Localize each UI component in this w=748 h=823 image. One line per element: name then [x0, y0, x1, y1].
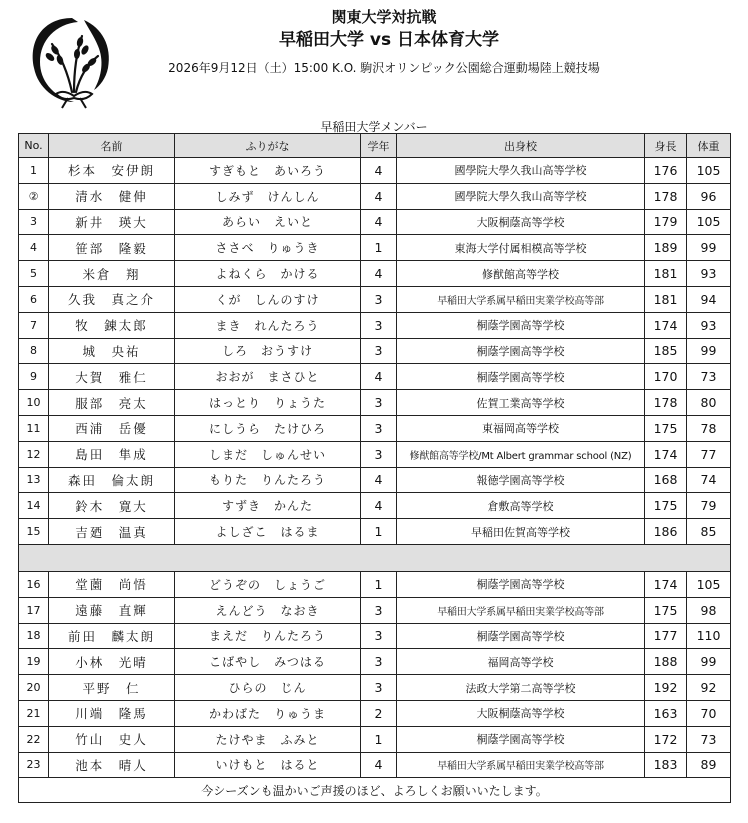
player-school: 桐蔭学園高等学校	[397, 623, 645, 649]
page-header	[0, 6, 748, 78]
player-kana: よねくら かける	[175, 261, 361, 287]
roster-table	[18, 133, 731, 803]
player-school: 修猷館高等学校	[397, 261, 645, 287]
player-kana: どうぞの しょうご	[175, 571, 361, 597]
player-kana: すずき かんた	[175, 493, 361, 519]
player-kana: しろ おうすけ	[175, 338, 361, 364]
player-grade: 3	[361, 390, 397, 416]
player-grade: 4	[361, 364, 397, 390]
table-row	[19, 390, 731, 416]
table-row	[19, 183, 731, 209]
player-weight: 73	[687, 364, 731, 390]
player-height: 174	[645, 441, 687, 467]
table-row	[19, 752, 731, 778]
table-row	[19, 235, 731, 261]
column-header-name: 名前	[49, 134, 175, 158]
table-row	[19, 571, 731, 597]
player-name: 笹部 隆毅	[49, 235, 175, 261]
player-height: 178	[645, 183, 687, 209]
table-row	[19, 441, 731, 467]
table-header-row	[19, 134, 731, 158]
player-name: 牧 錬太郎	[49, 312, 175, 338]
player-weight: 92	[687, 675, 731, 701]
player-number: 7	[19, 312, 49, 338]
table-row	[19, 364, 731, 390]
player-name: 前田 麟太朗	[49, 623, 175, 649]
player-name: 小林 光晴	[49, 649, 175, 675]
player-weight: 99	[687, 235, 731, 261]
competition-title: 関東大学対抗戦	[331, 8, 437, 26]
player-grade: 4	[361, 183, 397, 209]
player-name: 新井 瑛大	[49, 209, 175, 235]
player-school: 東福岡高等学校	[397, 415, 645, 441]
player-grade: 2	[361, 700, 397, 726]
player-grade: 3	[361, 286, 397, 312]
table-row	[19, 415, 731, 441]
player-height: 181	[645, 286, 687, 312]
player-height: 188	[645, 649, 687, 675]
player-number: 1	[19, 158, 49, 184]
player-name: 島田 隼成	[49, 441, 175, 467]
player-grade: 4	[361, 467, 397, 493]
player-height: 181	[645, 261, 687, 287]
player-name: 清水 健伸	[49, 183, 175, 209]
table-row	[19, 261, 731, 287]
player-weight: 70	[687, 700, 731, 726]
player-weight: 74	[687, 467, 731, 493]
player-school: 早稲田佐賀高等学校	[397, 519, 645, 545]
player-grade: 3	[361, 675, 397, 701]
player-kana: まき れんたろう	[175, 312, 361, 338]
player-height: 176	[645, 158, 687, 184]
table-row	[19, 726, 731, 752]
player-weight: 94	[687, 286, 731, 312]
player-weight: 105	[687, 571, 731, 597]
player-name: 大賀 雅仁	[49, 364, 175, 390]
player-weight: 99	[687, 338, 731, 364]
column-header-kana: ふりがな	[175, 134, 361, 158]
player-number: 3	[19, 209, 49, 235]
player-kana: しまだ しゅんせい	[175, 441, 361, 467]
player-weight: 89	[687, 752, 731, 778]
player-weight: 93	[687, 261, 731, 287]
player-name: 米倉 翔	[49, 261, 175, 287]
player-kana: こばやし みつはる	[175, 649, 361, 675]
player-kana: ささべ りゅうき	[175, 235, 361, 261]
player-school: 佐賀工業高等学校	[397, 390, 645, 416]
player-weight: 98	[687, 597, 731, 623]
player-name: 森田 倫太朗	[49, 467, 175, 493]
player-name: 平野 仁	[49, 675, 175, 701]
table-row	[19, 700, 731, 726]
player-height: 179	[645, 209, 687, 235]
player-grade: 4	[361, 158, 397, 184]
player-school: 早稲田大学系属早稲田実業学校高等部	[397, 597, 645, 623]
table-row	[19, 493, 731, 519]
player-name: 久我 真之介	[49, 286, 175, 312]
column-header-no: No.	[19, 134, 49, 158]
player-school: 桐蔭学園高等学校	[397, 726, 645, 752]
table-row	[19, 519, 731, 545]
player-kana: もりた りんたろう	[175, 467, 361, 493]
table-row	[19, 675, 731, 701]
player-height: 174	[645, 312, 687, 338]
column-header-height: 身長	[645, 134, 687, 158]
roster-body	[19, 158, 731, 803]
player-height: 186	[645, 519, 687, 545]
player-name: 鈴木 寛大	[49, 493, 175, 519]
player-weight: 85	[687, 519, 731, 545]
column-header-weight: 体重	[687, 134, 731, 158]
player-height: 174	[645, 571, 687, 597]
player-height: 175	[645, 493, 687, 519]
player-name: 杉本 安伊朗	[49, 158, 175, 184]
player-school: 福岡高等学校	[397, 649, 645, 675]
player-height: 192	[645, 675, 687, 701]
player-height: 163	[645, 700, 687, 726]
player-kana: はっとり りょうた	[175, 390, 361, 416]
player-number: 20	[19, 675, 49, 701]
player-kana: おおが まさひと	[175, 364, 361, 390]
player-grade: 1	[361, 519, 397, 545]
player-name: 西浦 岳優	[49, 415, 175, 441]
player-grade: 1	[361, 235, 397, 261]
footer-message: 今シーズンも温かいご声援のほど、よろしくお願いいたします。	[19, 778, 731, 803]
player-grade: 3	[361, 312, 397, 338]
player-weight: 80	[687, 390, 731, 416]
column-header-school: 出身校	[397, 134, 645, 158]
player-grade: 3	[361, 623, 397, 649]
player-school: 報徳学園高等学校	[397, 467, 645, 493]
table-row	[19, 286, 731, 312]
player-number: 10	[19, 390, 49, 416]
player-number: 21	[19, 700, 49, 726]
player-number: 8	[19, 338, 49, 364]
table-row	[19, 623, 731, 649]
player-number: 17	[19, 597, 49, 623]
player-height: 183	[645, 752, 687, 778]
player-school: 東海大学付属相模高等学校	[397, 235, 645, 261]
player-number: 9	[19, 364, 49, 390]
player-kana: かわばた りゅうま	[175, 700, 361, 726]
table-row	[19, 312, 731, 338]
player-weight: 96	[687, 183, 731, 209]
player-number: 6	[19, 286, 49, 312]
player-grade: 3	[361, 441, 397, 467]
player-school: 桐蔭学園高等学校	[397, 571, 645, 597]
player-school: 早稲田大学系属早稲田実業学校高等部	[397, 286, 645, 312]
player-school: 修猷館高等学校/Mt Albert grammar school (NZ)	[397, 441, 645, 467]
player-number: 18	[19, 623, 49, 649]
player-grade: 4	[361, 209, 397, 235]
player-number: 19	[19, 649, 49, 675]
table-row	[19, 597, 731, 623]
table-row	[19, 209, 731, 235]
player-school: 法政大学第二高等学校	[397, 675, 645, 701]
player-grade: 1	[361, 726, 397, 752]
player-name: 遠藤 直輝	[49, 597, 175, 623]
player-number: 22	[19, 726, 49, 752]
player-height: 185	[645, 338, 687, 364]
player-kana: たけやま ふみと	[175, 726, 361, 752]
player-school: 桐蔭学園高等学校	[397, 312, 645, 338]
player-school: 國學院大學久我山高等学校	[397, 158, 645, 184]
player-weight: 77	[687, 441, 731, 467]
player-height: 178	[645, 390, 687, 416]
player-kana: いけもと はると	[175, 752, 361, 778]
player-number: 23	[19, 752, 49, 778]
table-row	[19, 649, 731, 675]
player-height: 172	[645, 726, 687, 752]
player-grade: 3	[361, 649, 397, 675]
player-number: 13	[19, 467, 49, 493]
player-name: 吉廼 温真	[49, 519, 175, 545]
player-weight: 93	[687, 312, 731, 338]
player-kana: しみず けんしん	[175, 183, 361, 209]
player-name: 川端 隆馬	[49, 700, 175, 726]
player-number: 4	[19, 235, 49, 261]
player-kana: まえだ りんたろう	[175, 623, 361, 649]
player-school: 國學院大學久我山高等学校	[397, 183, 645, 209]
player-kana: あらい えいと	[175, 209, 361, 235]
table-row	[19, 467, 731, 493]
footer-row	[19, 778, 731, 803]
player-name: 竹山 史人	[49, 726, 175, 752]
player-grade: 3	[361, 415, 397, 441]
player-name: 堂薗 尚悟	[49, 571, 175, 597]
player-weight: 105	[687, 158, 731, 184]
match-title: 早稲田大学 vs 日本体育大学	[278, 30, 500, 50]
player-grade: 3	[361, 597, 397, 623]
player-height: 175	[645, 415, 687, 441]
reserves-separator	[19, 544, 731, 571]
player-number: 14	[19, 493, 49, 519]
player-grade: 4	[361, 493, 397, 519]
player-weight: 99	[687, 649, 731, 675]
player-school: 早稲田大学系属早稲田実業学校高等部	[397, 752, 645, 778]
table-row	[19, 338, 731, 364]
player-school: 大阪桐蔭高等学校	[397, 700, 645, 726]
player-weight: 78	[687, 415, 731, 441]
player-grade: 4	[361, 261, 397, 287]
player-height: 175	[645, 597, 687, 623]
player-height: 168	[645, 467, 687, 493]
player-school: 桐蔭学園高等学校	[397, 364, 645, 390]
player-height: 177	[645, 623, 687, 649]
team-heading: 早稲田大学メンバー	[320, 120, 428, 134]
player-number: 15	[19, 519, 49, 545]
player-grade: 1	[361, 571, 397, 597]
column-header-grade: 学年	[361, 134, 397, 158]
player-kana: すぎもと あいろう	[175, 158, 361, 184]
player-number: 16	[19, 571, 49, 597]
player-kana: にしうら たけひろ	[175, 415, 361, 441]
player-school: 倉敷高等学校	[397, 493, 645, 519]
player-number: ②	[19, 183, 49, 209]
player-grade: 4	[361, 752, 397, 778]
player-number: 12	[19, 441, 49, 467]
player-kana: えんどう なおき	[175, 597, 361, 623]
table-row	[19, 158, 731, 184]
player-school: 桐蔭学園高等学校	[397, 338, 645, 364]
separator-cell	[19, 544, 731, 571]
player-name: 池本 晴人	[49, 752, 175, 778]
player-kana: ひらの じん	[175, 675, 361, 701]
player-weight: 73	[687, 726, 731, 752]
player-name: 城 央祐	[49, 338, 175, 364]
player-weight: 105	[687, 209, 731, 235]
player-weight: 110	[687, 623, 731, 649]
player-grade: 3	[361, 338, 397, 364]
player-weight: 79	[687, 493, 731, 519]
match-info: 2026年9月12日（土）15:00 K.O. 駒沢オリンピック公園総合運動場陸上競技場	[168, 61, 600, 75]
player-number: 11	[19, 415, 49, 441]
player-height: 189	[645, 235, 687, 261]
player-kana: くが しんのすけ	[175, 286, 361, 312]
player-height: 170	[645, 364, 687, 390]
player-kana: よしざこ はるま	[175, 519, 361, 545]
player-name: 服部 亮太	[49, 390, 175, 416]
player-school: 大阪桐蔭高等学校	[397, 209, 645, 235]
player-number: 5	[19, 261, 49, 287]
